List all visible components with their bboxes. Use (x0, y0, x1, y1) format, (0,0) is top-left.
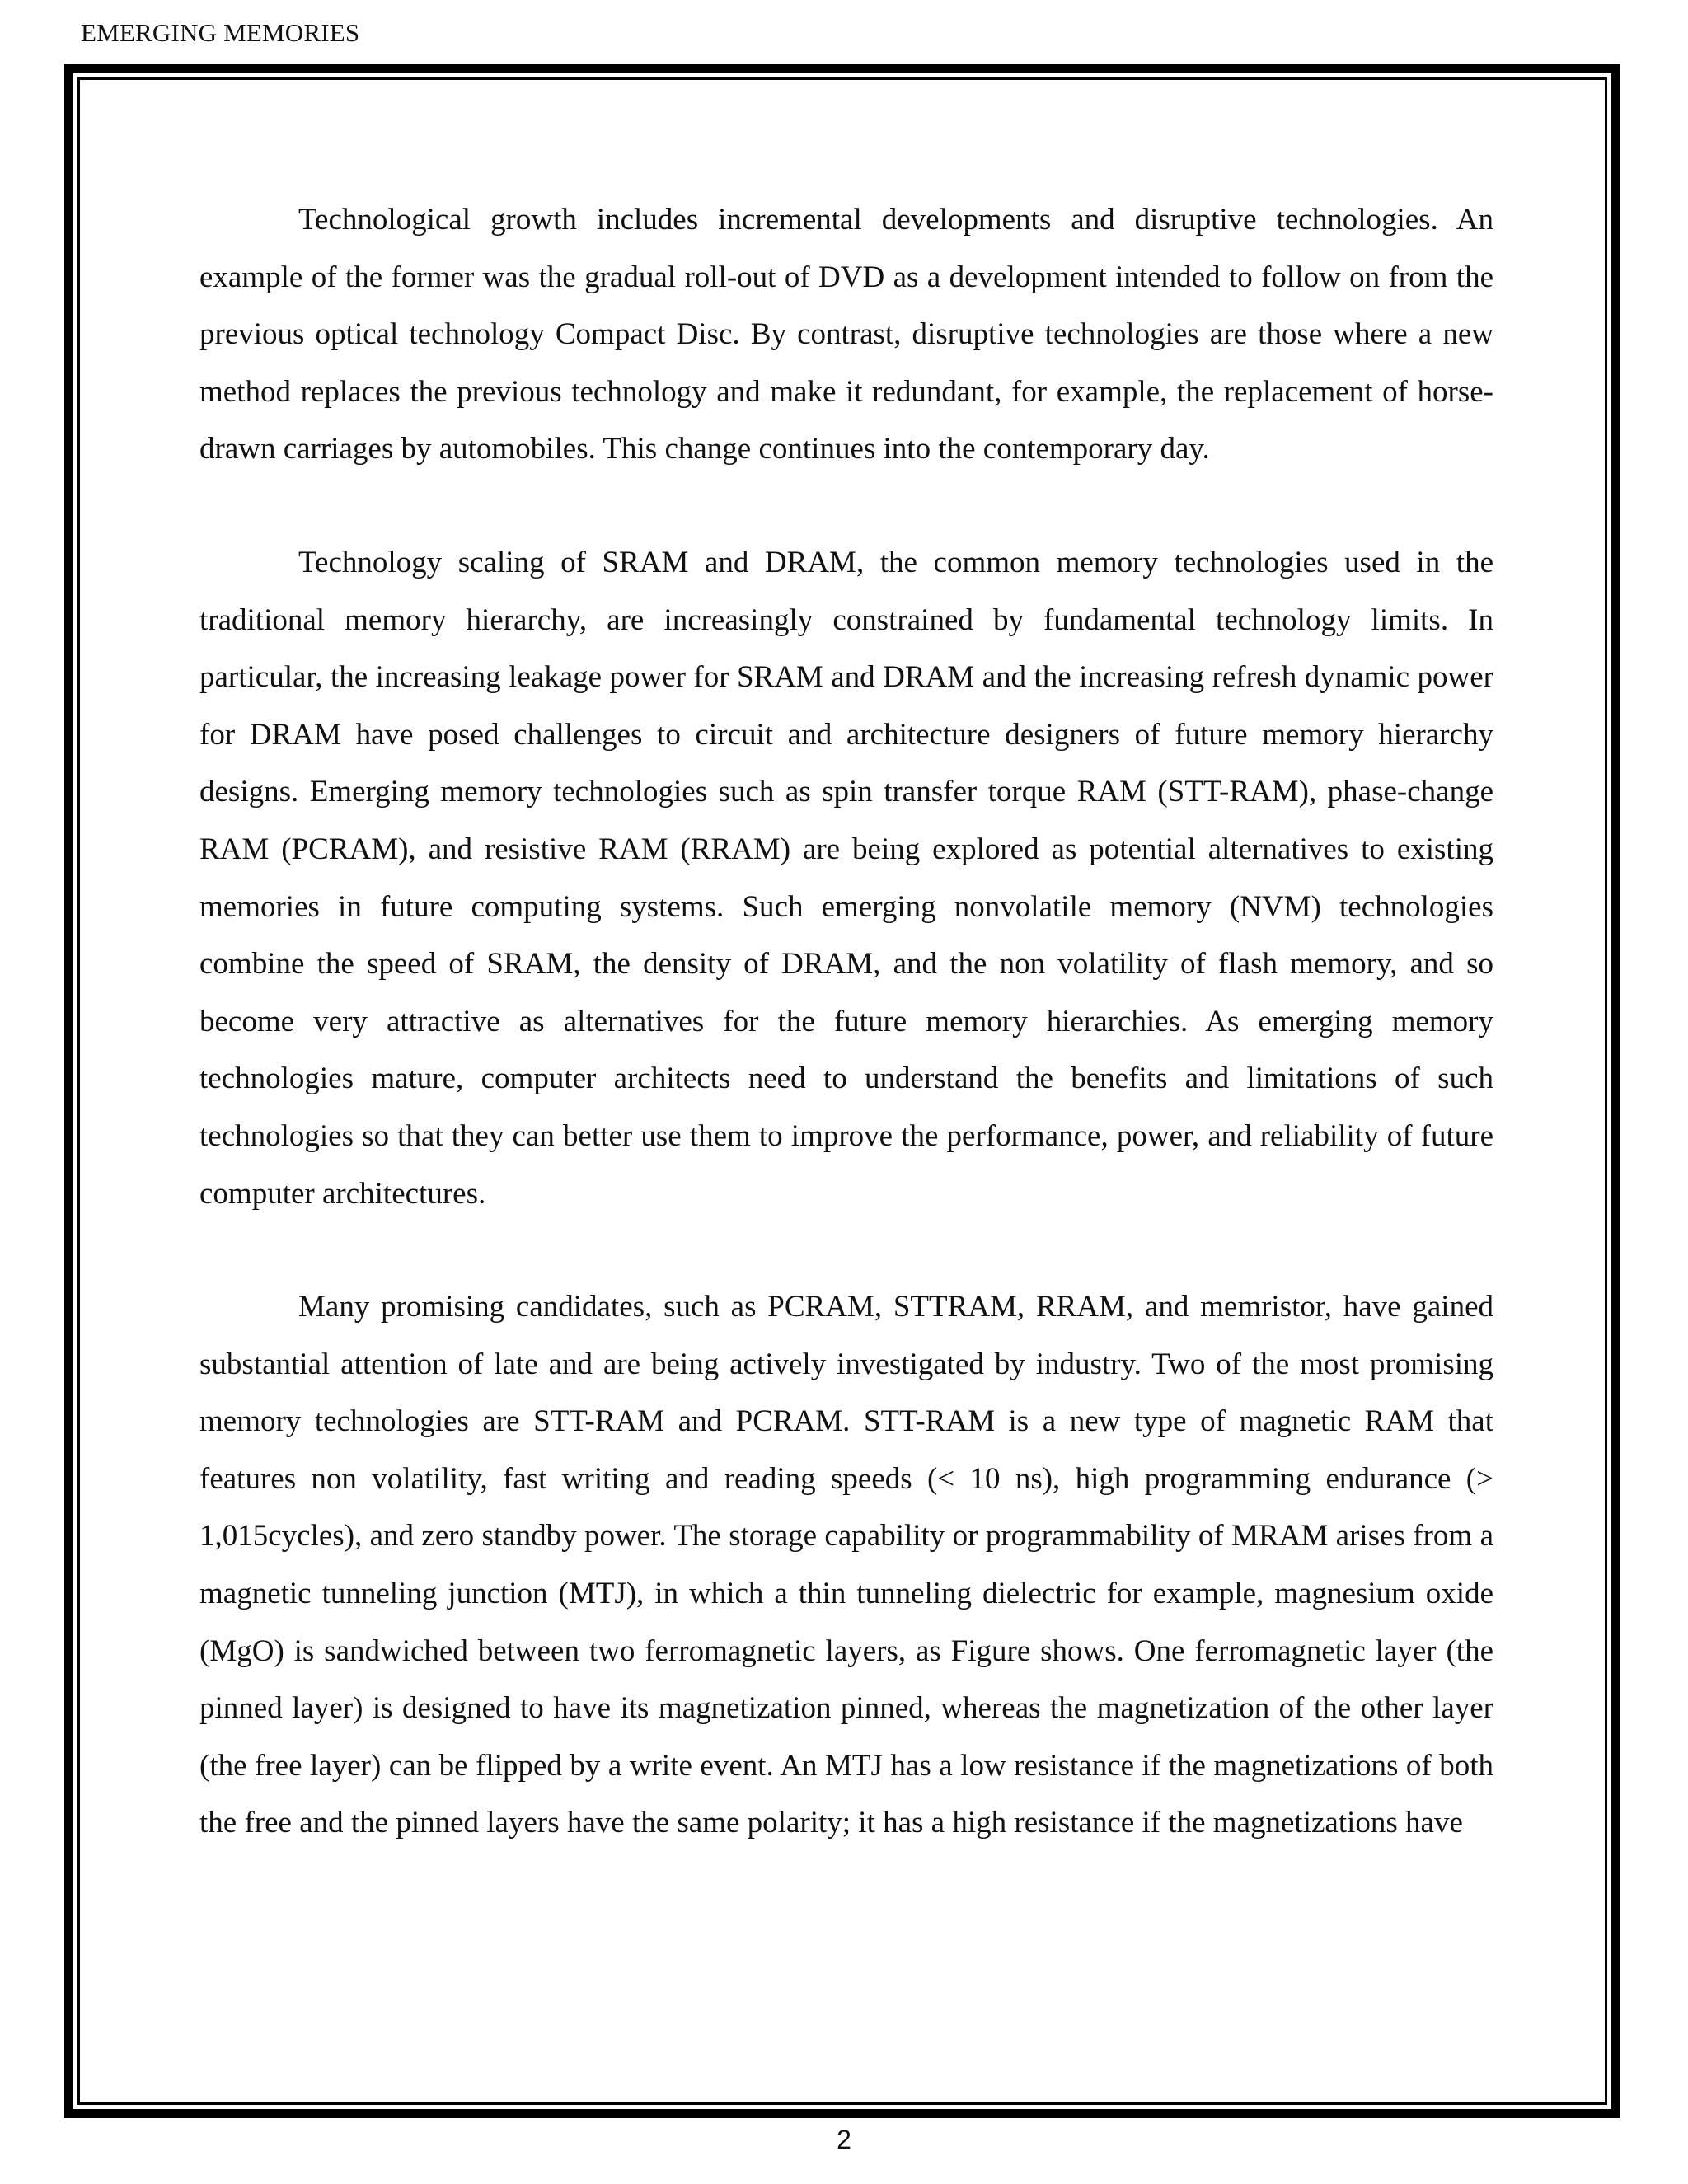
body-text (199, 191, 1493, 1908)
paragraph-3: Many promising candidates, such as PCRAM, STTRAM, RRAM, and memristor, have gained substantial attention of late and are being actively investigated by industry. Two of the most promising memory technologies are STT-RAM and PCRAM. STT-RAM is a new type of magnetic RAM that features non volatility, fast writing and reading speeds (< 10 ns), high programming endurance (> 1,015cycles), and zero standby power. The storage capability or programmability of MRAM arises from a magnetic tunneling junction (MTJ), in which a thin tunneling dielectric for example, magnesium oxide (MgO) is sandwiched between two ferromagnetic layers, as Figure shows. One ferromagnetic layer (the pinned layer) is designed to have its magnetization pinned, whereas the magnetization of the other layer (the free layer) can be flipped by a write event. An MTJ has a low resistance if the magnetizations of both the free and the pinned layers have the same polarity; it has a high resistance if the magnetizations have (199, 1290, 1493, 1840)
running-header: EMERGING MEMORIES (81, 18, 360, 47)
paragraph-1: Technological growth includes incremental developments and disruptive technologies. An example of the former was the gradual roll-out of DVD as a development intended to follow on from the previous optical technology Compact Disc. By contrast, disruptive technologies are those where a new method replaces the previous technology and make it redundant, for example, the replacement of horse-drawn carriages by automobiles. This change continues into the contemporary day. (199, 203, 1493, 466)
page-number: 2 (837, 2125, 851, 2154)
paragraph-2: Technology scaling of SRAM and DRAM, the common memory technologies used in the traditional memory hierarchy, are increasingly constrained by fundamental technology limits. In particular, the increasing leakage power for SRAM and DRAM and the increasing refresh dynamic power for DRAM have posed challenges to circuit and architecture designers of future memory hierarchy designs. Emerging memory technologies such as spin transfer torque RAM (STT-RAM), phase-change RAM (PCRAM), and resistive RAM (RRAM) are being explored as potential alternatives to existing memories in future computing systems. Such emerging nonvolatile memory (NVM) technologies combine the speed of SRAM, the density of DRAM, and the non volatility of flash memory, and so become very attractive as alternatives for the future memory hierarchies. As emerging memory technologies mature, computer architects need to understand the benefits and limitations of such technologies so that they can better use them to improve the performance, power, and reliability of future computer architectures. (199, 545, 1493, 1211)
